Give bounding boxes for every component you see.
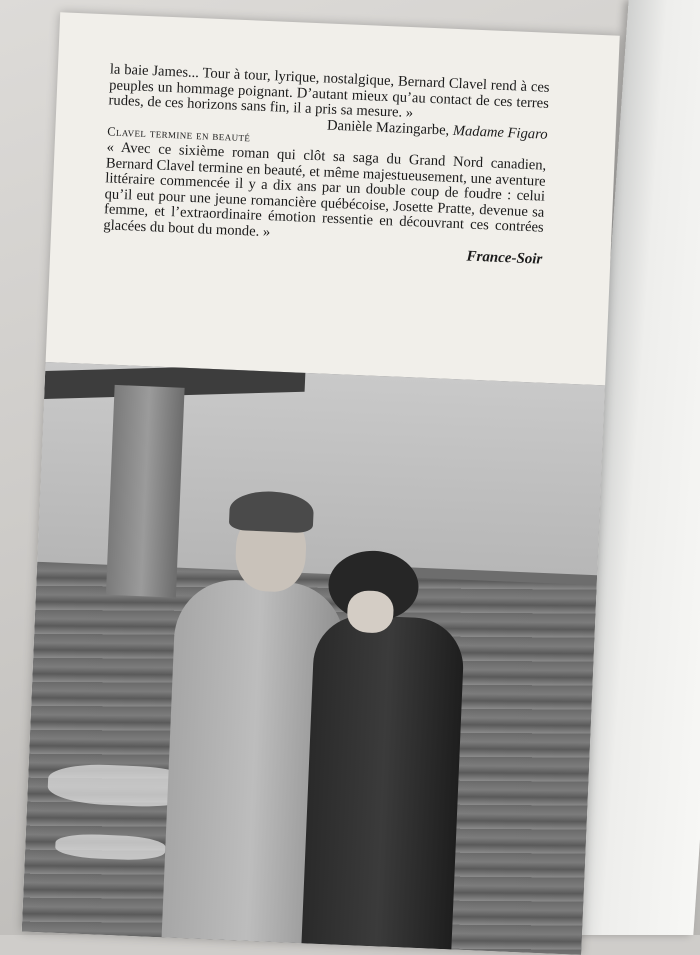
review-author-1: Danièle Mazingarbe,: [326, 117, 450, 139]
review-text-block: [102, 62, 549, 267]
author-photo: [22, 362, 605, 955]
review-heading-2: Clavel termine en beauté: [106, 124, 251, 145]
photo-woman-face: [347, 590, 395, 634]
review-source-2: France-Soir: [466, 248, 543, 268]
review-source-1: Madame Figaro: [452, 122, 548, 143]
photo-woman-fur-coat: [301, 613, 465, 954]
review-quote-1: la baie James... Tour à tour, lyrique, nostalgique, Bernard Clavel rend à ces peuples un hommage poignant. D’autant mieux qu’au contact de ces terres rudes, de ces horizons sans fin, il a pris sa mesure. »: [108, 61, 550, 122]
review-quote-2: « Avec ce sixième roman qui clôt sa saga du Grand Nord canadien, Bernard Clavel termine en beauté, et même majestueusement, une aventure littéraire commencée il y a dix ans par un double coup de foudre : celui qu’il eut pour une jeune romancière québécoise, Josette Pratte, devenue sa femme, et l’extraordinaire émotion ressentie en découvrant ces contrées glacées du bout du monde. »: [103, 139, 547, 241]
book-page: [22, 12, 620, 955]
photo-bridge-pillar: [106, 385, 185, 598]
